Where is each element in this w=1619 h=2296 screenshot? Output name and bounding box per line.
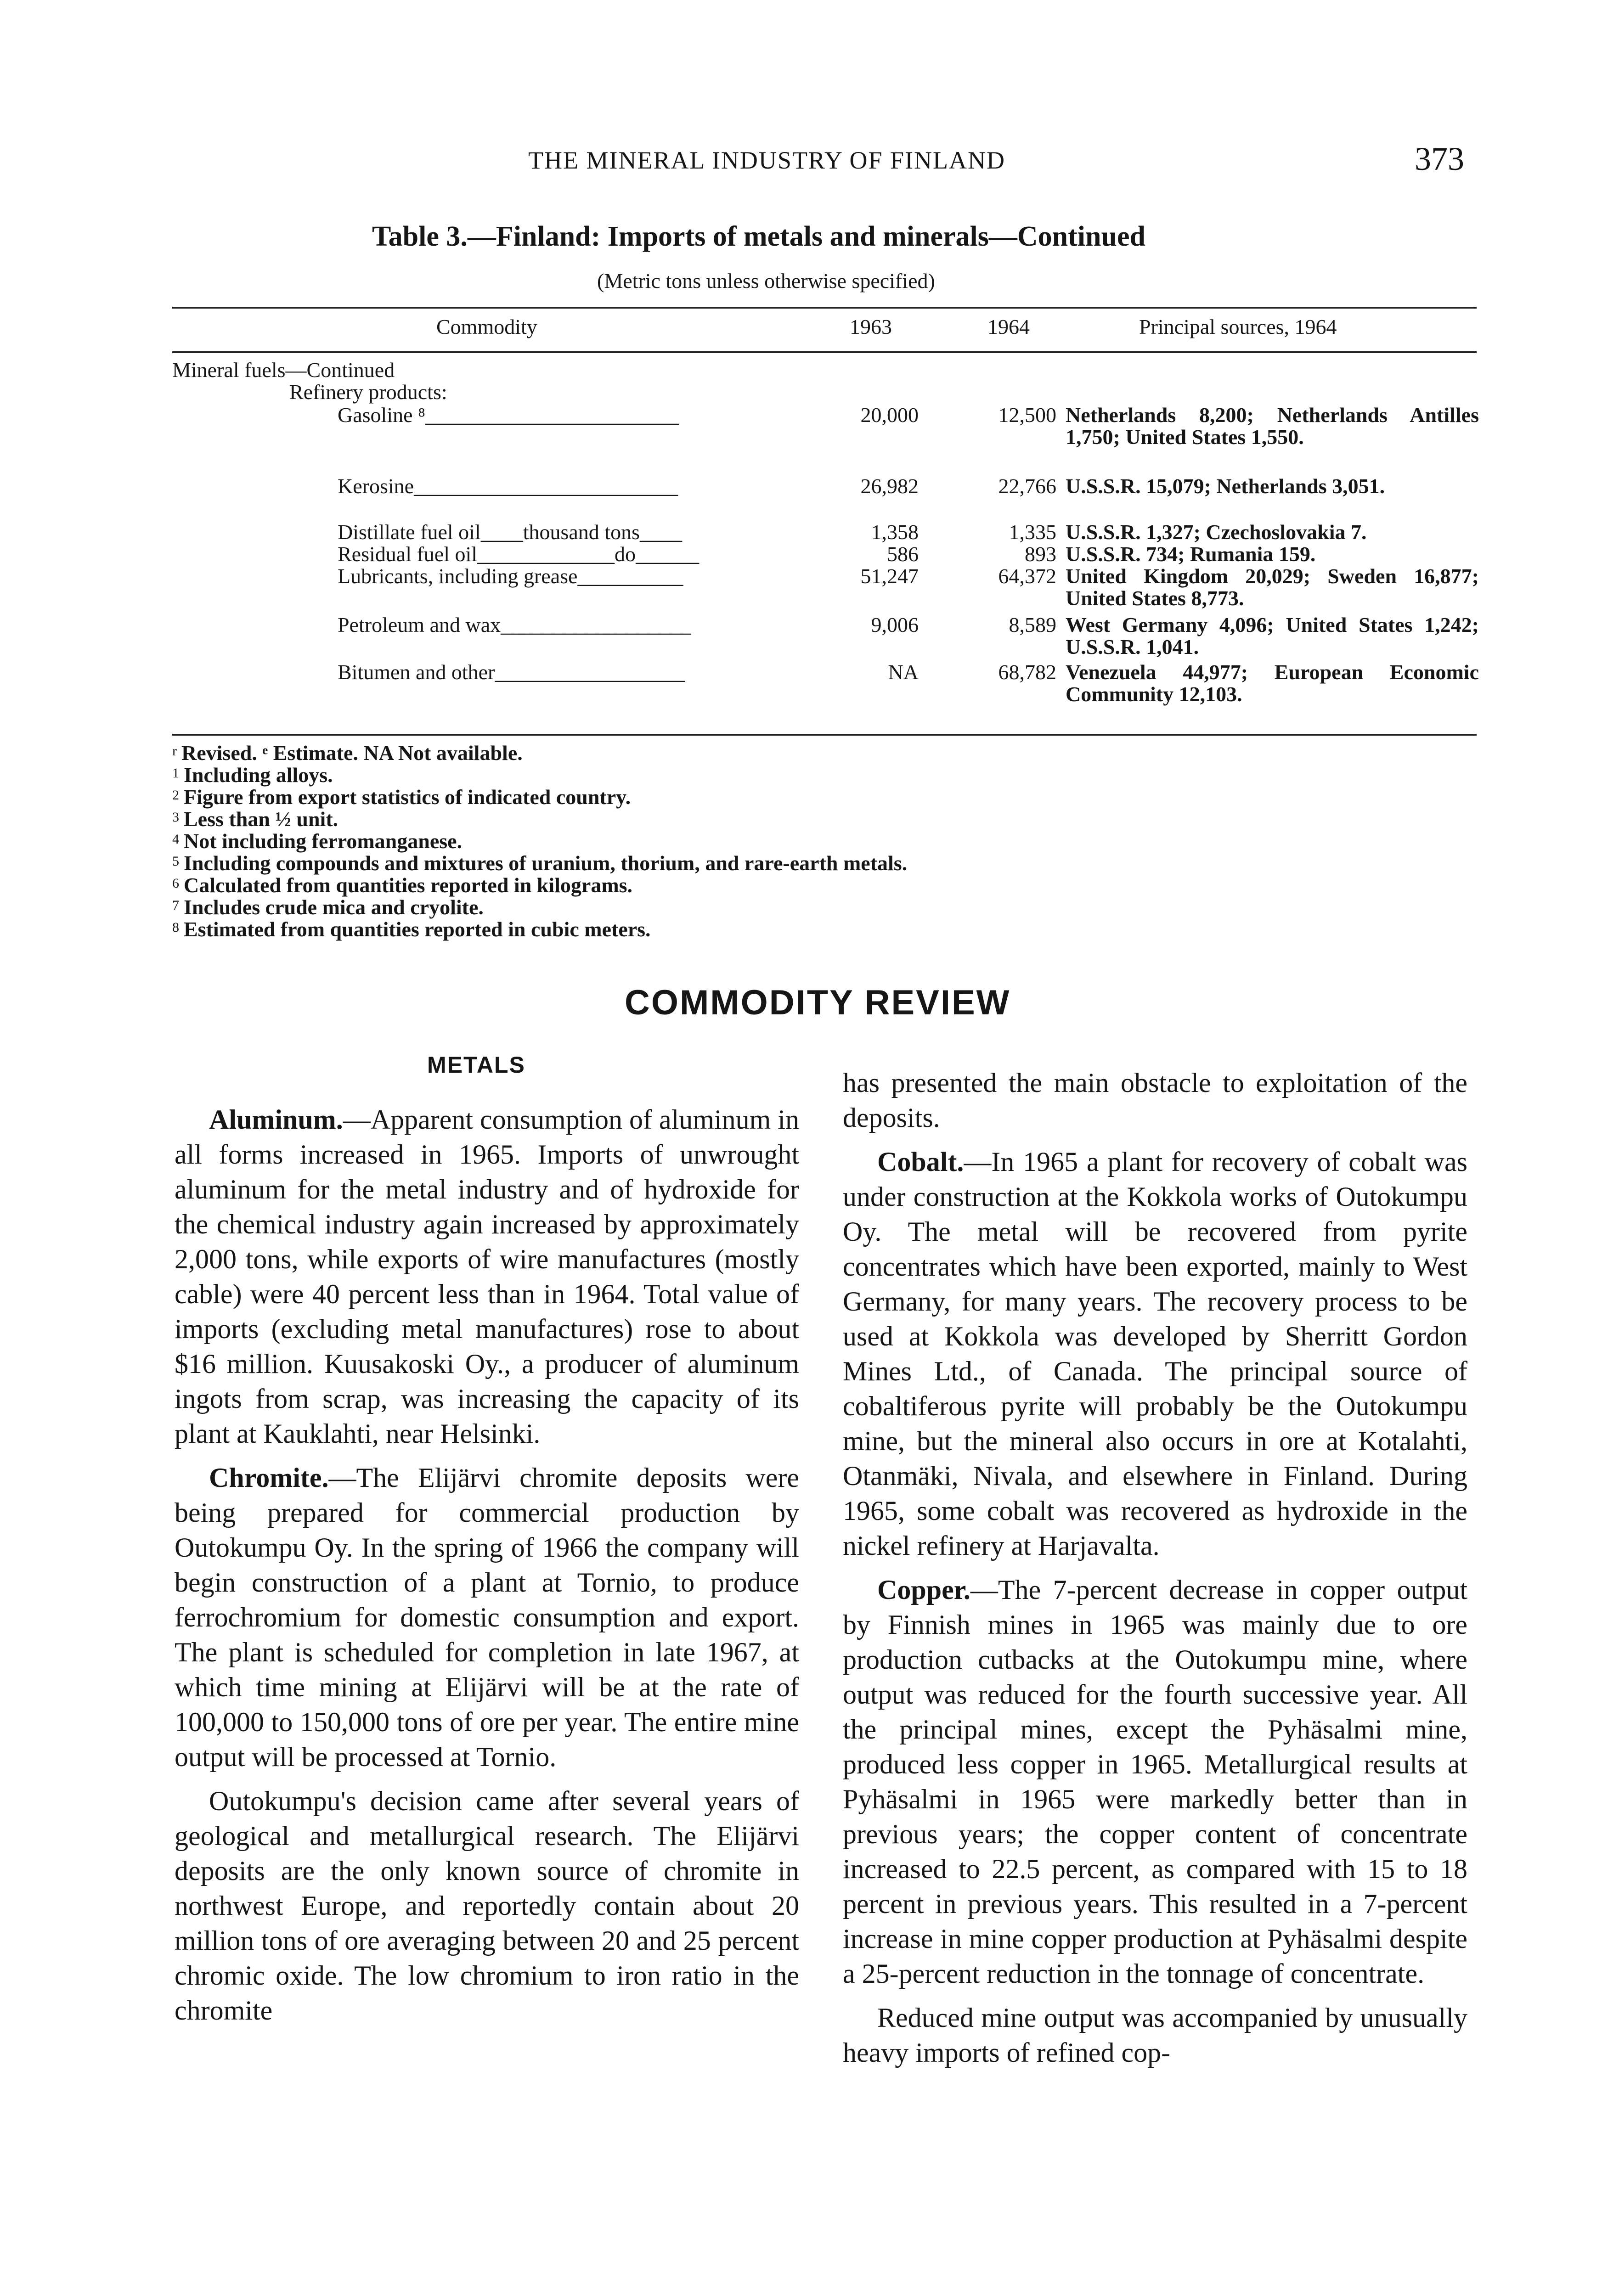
paragraph-chromite: Chromite.—The Elijärvi chromite deposits were being prepared for commercial production by Outokumpu Oy. In the spring of 1966 the company will begin construction of a plant at Tornio, to produce ferrochromium for domestic consumption and export. The plant is scheduled for completion in late 1967, at which time mining at Elijärvi will be at the rate of 100,000 to 150,000 tons of ore per year. The entire mine output will be processed at Tornio. xyxy=(175,1463,799,1772)
table-title: Table 3.—Finland: Imports of metals and minerals—Continued xyxy=(372,221,1145,252)
table-row-commodity: Kerosine_________________________ xyxy=(338,474,678,498)
footnote: $^1$ Including alloys. xyxy=(172,763,333,787)
column-header-commodity: Commodity xyxy=(436,315,537,338)
column-header-1963: 1963 xyxy=(850,315,892,338)
table-cell-1964: 64,372 xyxy=(998,564,1056,588)
table-cell-sources: Venezuela 44,977; European Economic Community 12,103. xyxy=(1066,660,1479,706)
column-header-sources: Principal sources, 1964 xyxy=(1139,315,1337,338)
table-bottom-rule xyxy=(172,734,1477,736)
table-row-commodity: Bitumen and other__________________ xyxy=(338,660,685,684)
table-cell-sources: United Kingdom 20,029; Sweden 16,877; United States 8,773. xyxy=(1066,564,1479,610)
metals-heading: METALS xyxy=(427,1052,525,1078)
group-label: Mineral fuels—Continued xyxy=(172,358,395,382)
left-column xyxy=(175,1102,799,2037)
table-cell-1963: 51,247 xyxy=(860,564,919,588)
footnote: $^r$ Revised. ᵉ Estimate. NA Not available. xyxy=(172,741,523,765)
paragraph-cobalt: Cobalt.—In 1965 a plant for recovery of cobalt was under construction at the Kokkola works of Outokumpu Oy. The metal will be recovered from pyrite concentrates which have been exported, mainly to West Germany, for many years. The recovery process to be used at Kokkola was developed by Sherritt Gordon Mines Ltd., of Canada. The principal source of cobaltiferous pyrite will probably be the Outokumpu mine, but the mineral also occurs in ore at Kotalahti, Otanmäki, Nivala, and elsewhere in Finland. During 1965, some cobalt was recovered as hydroxide in the nickel refinery at Harjavalta. xyxy=(843,1147,1467,1561)
table-cell-1963: 20,000 xyxy=(860,403,919,427)
table-row-commodity: Distillate fuel oil____thousand tons____ xyxy=(338,520,682,544)
table-cell-sources: West Germany 4,096; United States 1,242; U.S.S.R. 1,041. xyxy=(1066,613,1479,658)
footnote: $^8$ Estimated from quantities reported in cubic meters. xyxy=(172,917,651,941)
table-cell-1964: 893 xyxy=(1025,542,1056,566)
table-cell-1964: 8,589 xyxy=(1009,613,1056,636)
paragraph-continuation: has presented the main obstacle to exploitation of the deposits. xyxy=(843,1068,1467,1133)
right-column xyxy=(843,1065,1467,2079)
table-subtitle: (Metric tons unless otherwise specified) xyxy=(597,269,935,293)
column-header-1964: 1964 xyxy=(987,315,1030,338)
footnote: $^7$ Includes crude mica and cryolite. xyxy=(172,895,484,919)
table-row-commodity: Petroleum and wax__________________ xyxy=(338,613,691,636)
table-cell-1964: 22,766 xyxy=(998,474,1056,498)
commodity-review-heading: COMMODITY REVIEW xyxy=(625,983,1011,1022)
table-cell-sources: U.S.S.R. 1,327; Czechoslovakia 7. xyxy=(1066,520,1367,544)
table-cell-1963: 9,006 xyxy=(871,613,919,636)
table-cell-sources: U.S.S.R. 15,079; Netherlands 3,051. xyxy=(1066,474,1385,498)
table-cell-1963: 26,982 xyxy=(860,474,919,498)
table-cell-1963: 1,358 xyxy=(871,520,919,544)
table-row-commodity: Lubricants, including grease__________ xyxy=(338,564,683,588)
footnote: $^5$ Including compounds and mixtures of uranium, thorium, and rare-earth metals. xyxy=(172,851,908,875)
paragraph-lead: Copper. xyxy=(877,1575,970,1605)
table-cell-sources: U.S.S.R. 734; Rumania 159. xyxy=(1066,542,1316,566)
running-header-title: THE MINERAL INDUSTRY OF FINLAND xyxy=(528,146,1005,174)
table-cell-1964: 12,500 xyxy=(998,403,1056,427)
footnote: $^2$ Figure from export statistics of indicated country. xyxy=(172,785,631,809)
subgroup-label: Refinery products: xyxy=(289,380,447,404)
table-cell-1963: 586 xyxy=(887,542,919,566)
table-row-commodity: Residual fuel oil_____________do______ xyxy=(338,542,699,566)
table-cell-1964: 68,782 xyxy=(998,660,1056,684)
table-cell-sources: Netherlands 8,200; Netherlands Antilles 1,750; United States 1,550. xyxy=(1066,403,1479,449)
footnote: $^6$ Calculated from quantities reported in kilograms. xyxy=(172,873,633,897)
table-row-commodity: Gasoline ⁸________________________ xyxy=(338,403,679,427)
table-header-rule xyxy=(172,351,1477,353)
paragraph-reduced: Reduced mine output was accompanied by unusually heavy imports of refined cop- xyxy=(843,2003,1467,2068)
paragraph-lead: Chromite. xyxy=(209,1463,329,1493)
paragraph-aluminum: Aluminum.—Apparent consumption of aluminum in all forms increased in 1965. Imports of unwrought aluminum for the metal industry and of hydroxide for the chemical industry again increased by approximately 2,000 tons, while exports of wire manufactures (mostly cable) were 40 percent less than in 1964. Total value of imports (excluding metal manufactures) rose to about $16 million. Kuusakoski Oy., a producer of aluminum ingots from scrap, was increasing the capacity of its plant at Kauklahti, near Helsinki. xyxy=(175,1104,799,1449)
table-top-rule xyxy=(172,307,1477,309)
paragraph-lead: Aluminum. xyxy=(209,1104,343,1135)
table-cell-1964: 1,335 xyxy=(1009,520,1056,544)
footnote: $^3$ Less than ½ unit. xyxy=(172,807,338,831)
table-cell-1963: NA xyxy=(888,660,919,684)
footnote: $^4$ Not including ferromanganese. xyxy=(172,829,463,853)
page-number: 373 xyxy=(1415,141,1464,177)
paragraph-lead: Cobalt. xyxy=(877,1147,964,1177)
paragraph-copper: Copper.—The 7-percent decrease in copper output by Finnish mines in 1965 was mainly due to ore production cutbacks at the Outokumpu mine, where output was reduced for the fourth successive year. All the principal mines, except the Pyhäsalmi mine, produced less copper in 1965. Metallurgical results at Pyhäsalmi in 1965 were markedly better than in previous years; the copper content of concentrate increased to 22.5 percent, as compared with 15 to 18 percent in previous years. This resulted in a 7-percent increase in mine copper production at Pyhäsalmi despite a 25-percent reduction in the tonnage of concentrate. xyxy=(843,1575,1467,1989)
paragraph-outokumpu: Outokumpu's decision came after several years of geological and metallurgical research. The Elijärvi deposits are the only known source of chromite in northwest Europe, and reportedly contain about 20 million tons of ore averaging between 20 and 25 percent chromic oxide. The low chromium to iron ratio in the chromite xyxy=(175,1786,799,2026)
